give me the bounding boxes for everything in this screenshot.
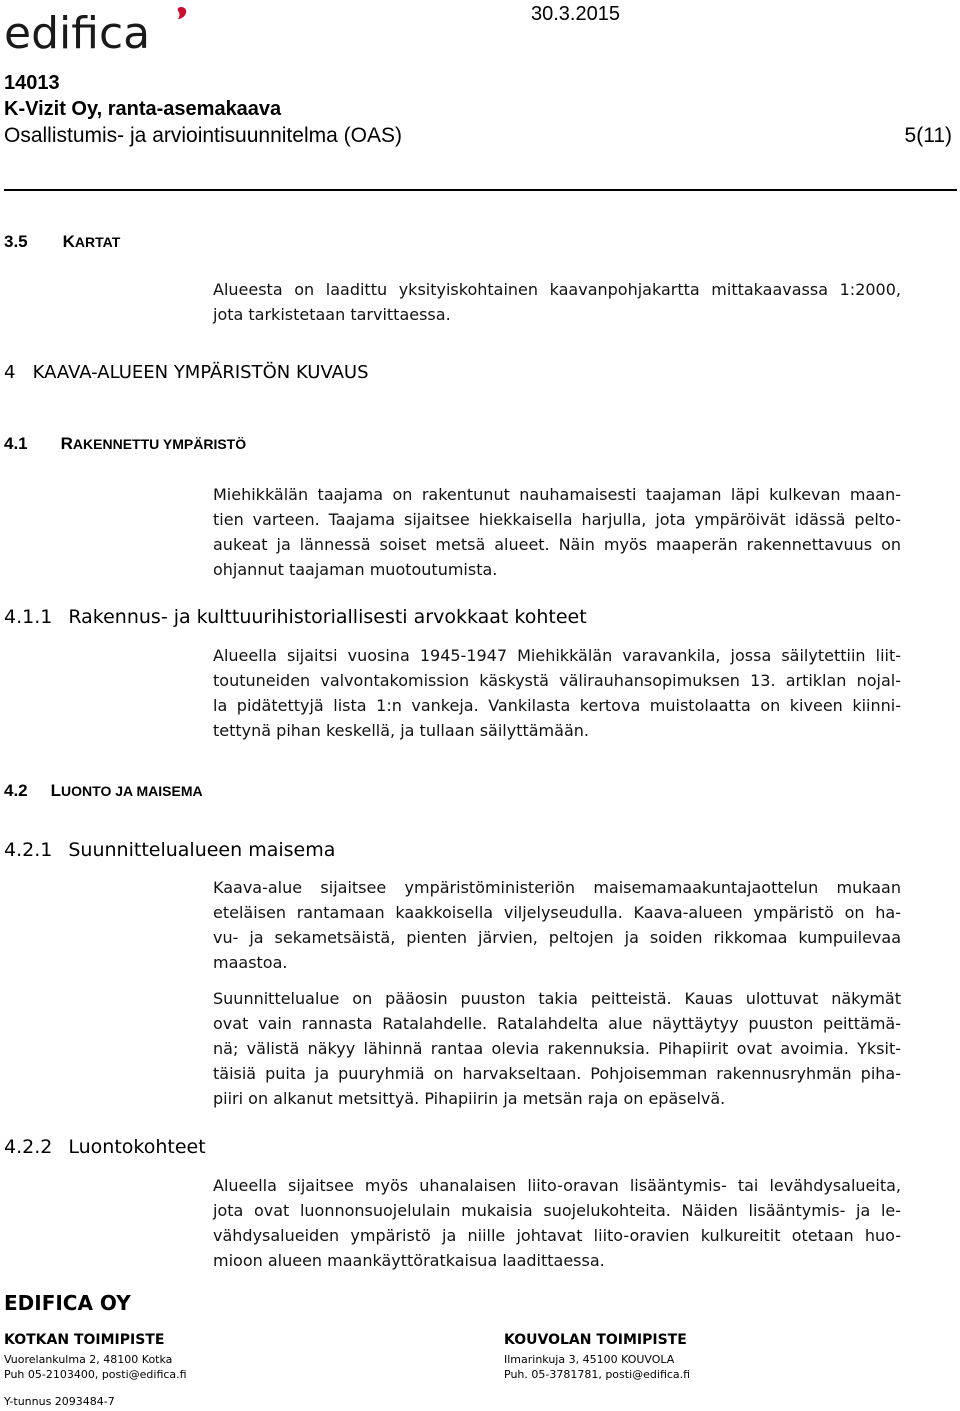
heading-4: 4 KAAVA-ALUEEN YMPÄRISTÖN KUVAUS: [4, 362, 369, 383]
document-title: Osallistumis- ja arviointisuunnitelma (OAS): [4, 124, 402, 147]
section-4-2-1-text-a: [213, 875, 901, 975]
text-line: vähdysalueiden ympäristö ja niille johtavat liito-oravien kulkureitit otetaan huo-: [213, 1226, 901, 1245]
edifica-logo: [4, 8, 200, 60]
footer-address-kouvola: Ilmarinkuja 3, 45100 KOUVOLA: [504, 1353, 675, 1366]
section-4-1-text: [213, 482, 901, 582]
heading-initial: K: [62, 232, 75, 251]
heading-number: 4.2.2: [4, 1136, 53, 1158]
section-3-5-text: [213, 277, 901, 327]
footer-address-kotka: Vuorelankulma 2, 48100 Kotka: [4, 1353, 173, 1366]
footer-office-kotka: KOTKAN TOIMIPISTE: [4, 1332, 165, 1348]
text-line: ovat vain rannasta Ratalahdelle. Ratalahdelta alue näyttäytyy puuston peittämä-: [213, 1014, 901, 1033]
header-divider: [4, 189, 957, 191]
heading-number: 4.2: [4, 781, 28, 800]
heading-initial: R: [60, 434, 73, 453]
text-line: tien varteen. Taajama sijaitsee hiekkaisella harjulla, jota ympäröivät idässä pelto-: [213, 510, 901, 529]
heading-4-2: [4, 781, 203, 801]
project-title: K-Vizit Oy, ranta-asemakaava: [4, 98, 282, 120]
text-line: Miehikkälän taajama on rakentunut nauhamaisesti taajaman läpi kulkevan maan-: [213, 485, 901, 504]
heading-rest: UONTO JA MAISEMA: [61, 783, 203, 799]
page-number: 5(11): [904, 124, 952, 147]
heading-4-2-1: [4, 839, 335, 861]
footer-office-kouvola: KOUVOLAN TOIMIPISTE: [504, 1332, 687, 1348]
text-line: jota ovat luonnonsuojelulain mukaisia suojelukohteita. Näiden lisääntymis- ja le-: [213, 1201, 901, 1220]
text-line: eteläisen rantamaan kaakkoisella viljelyseudulla. Kaava-alueen ympäristö on ha-: [213, 903, 901, 922]
heading-4-2-2: [4, 1136, 206, 1158]
heading-number: 4.1.1: [4, 606, 53, 628]
text-line: la pidätettyjä lista 1:n vankeja. Vankilasta kertova muistolaatta on kiveen kiinni-: [213, 696, 901, 715]
text-line: Alueella sijaitsi vuosina 1945-1947 Miehikkälän varavankila, jossa säilytettiin liit-: [213, 646, 901, 665]
section-4-1-1-text: [213, 643, 901, 743]
footer-contact-kouvola: Puh. 05-3781781, posti@edifica.fi: [504, 1368, 691, 1381]
text-line: nä; välistä näkyy lähinnä rantaa olevia rakennuksia. Pihapiirit ovat avoimia. Yksit-: [213, 1039, 901, 1058]
footer-company: EDIFICA OY: [4, 1291, 131, 1315]
heading-rest: AKENNETTU YMPÄRISTÖ: [72, 436, 247, 452]
text-line: Kaava-alue sijaitsee ympäristöministeriön maisemamaakuntajaottelun mukaan: [213, 878, 901, 897]
heading-text: Rakennus- ja kulttuurihistoriallisesti arvokkaat kohteet: [68, 606, 587, 628]
text-line: mioon alueen maankäyttöratkaisua laadittaessa.: [213, 1251, 605, 1270]
logo-wordmark: edifica: [4, 8, 151, 59]
heading-number: 4.1: [4, 434, 28, 453]
text-line: ohjannut taajaman muotoutumista.: [213, 560, 498, 579]
text-line: jota tarkistetaan tarvittaessa.: [213, 305, 451, 324]
text-line: maastoa.: [213, 953, 288, 972]
text-line: aukeat ja lännessä soiset metsä alueet. Näin myös maaperän rakennettavuus on: [213, 535, 901, 554]
heading-initial: L: [50, 781, 62, 800]
project-code: 14013: [4, 72, 60, 94]
text-line: Suunnittelualue on pääosin puuston takia peitteistä. Kauas ulottuvat näkymät: [213, 989, 901, 1008]
heading-number: 3.5: [4, 232, 28, 251]
heading-text: Luontokohteet: [68, 1136, 206, 1158]
document-date: 30.3.2015: [531, 3, 620, 25]
text-line: toutuneiden valvontakomission käskystä välirauhansopimuksen 13. artiklan nojal-: [213, 671, 901, 690]
section-4-2-1-text-b: [213, 986, 901, 1111]
text-line: Alueella sijaitsee myös uhanalaisen liito-oravan lisääntymis- tai levähdysalueita,: [213, 1176, 901, 1195]
text-line: Alueesta on laadittu yksityiskohtainen kaavanpohjakartta mittakaavassa 1:2000,: [213, 280, 901, 299]
section-4-2-2-text: [213, 1173, 901, 1273]
footer-business-id: Y-tunnus 2093484-7: [4, 1395, 115, 1408]
heading-number: 4.2.1: [4, 839, 53, 861]
heading-4-1: [4, 434, 246, 454]
text-line: vu- ja sekametsäistä, pienten järvien, peltojen ja soiden rikkomaa kumpuilevaa: [213, 928, 901, 947]
footer-contact-kotka: Puh 05-2103400, posti@edifica.fi: [4, 1368, 187, 1381]
heading-rest: ARTAT: [74, 234, 121, 250]
heading-4-1-1: [4, 606, 587, 628]
text-line: täisiä puita ja puuryhmiä on harvakseltaan. Pohjoisemman rakennusryhmän piha-: [213, 1064, 901, 1083]
text-line: piiri on alkanut metsittyä. Pihapiirin ja metsän raja on epäselvä.: [213, 1089, 726, 1108]
text-line: tettynä pihan keskellä, ja tullaan säilyttämään.: [213, 721, 589, 740]
logo-accent-icon: [174, 6, 188, 20]
heading-text: Suunnittelualueen maisema: [68, 839, 336, 861]
heading-3-5: [4, 232, 120, 252]
